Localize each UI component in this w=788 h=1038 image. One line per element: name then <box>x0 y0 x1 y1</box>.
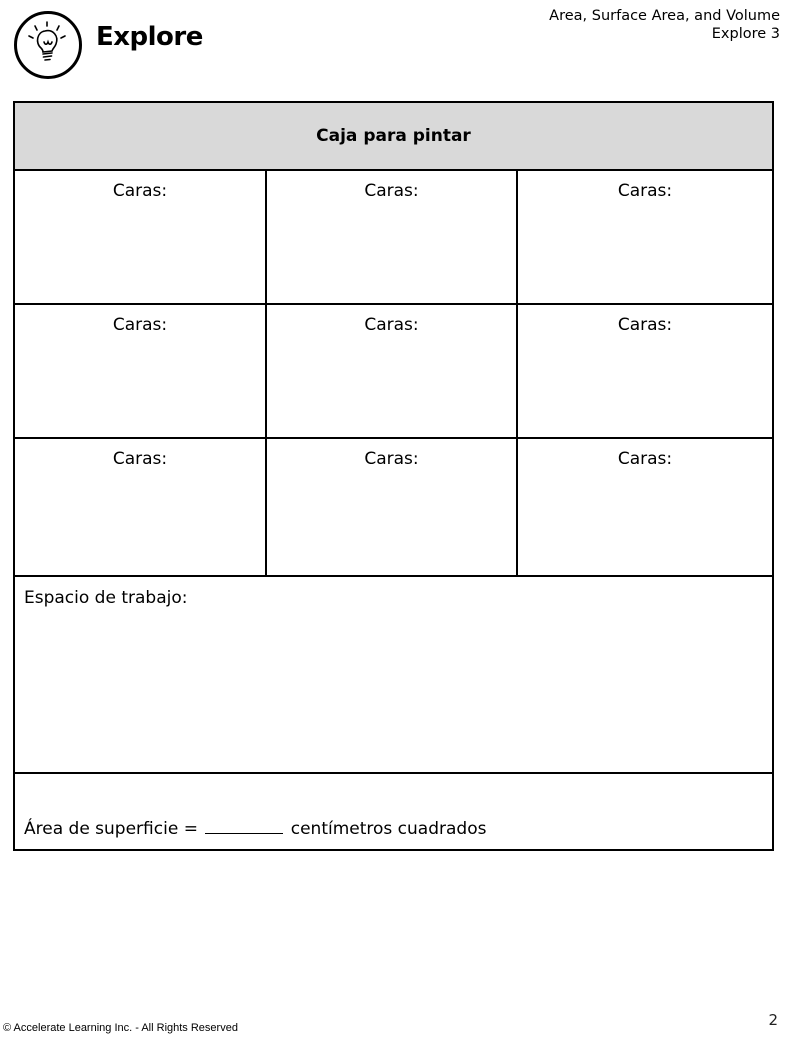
workspace-label: Espacio de trabajo: <box>24 588 188 608</box>
lightbulb-logo <box>14 11 82 79</box>
row-divider <box>15 437 772 439</box>
unit-header <box>549 7 780 43</box>
face-cell: Caras: <box>112 449 168 469</box>
column-divider <box>516 171 518 577</box>
unit-name: Area, Surface Area, and Volume <box>549 8 780 24</box>
lesson-name: Explore 3 <box>711 26 780 42</box>
face-cell: Caras: <box>112 315 168 335</box>
surface-area-label: Área de superficie = <box>24 819 198 839</box>
copyright: © Accelerate Learning Inc. - All Rights Reserved <box>3 1022 238 1034</box>
face-cell: Caras: <box>617 449 673 469</box>
lightbulb-icon <box>17 14 79 76</box>
section-title: Explore <box>96 22 203 52</box>
row-divider <box>15 303 772 305</box>
page-number: 2 <box>768 1011 778 1029</box>
face-cell: Caras: <box>364 315 419 335</box>
workspace-area[interactable] <box>15 575 772 774</box>
surface-area-blank[interactable] <box>205 819 283 834</box>
faces-grid <box>15 171 772 577</box>
face-cell: Caras: <box>364 181 419 201</box>
worksheet-title: Caja para pintar <box>15 103 772 171</box>
column-divider <box>265 171 267 577</box>
face-cell: Caras: <box>112 181 168 201</box>
face-cell: Caras: <box>364 449 419 469</box>
face-cell: Caras: <box>617 315 673 335</box>
surface-area-unit: centímetros cuadrados <box>290 819 487 839</box>
surface-area-line <box>24 819 486 839</box>
face-cell: Caras: <box>617 181 673 201</box>
worksheet-table <box>13 101 774 851</box>
